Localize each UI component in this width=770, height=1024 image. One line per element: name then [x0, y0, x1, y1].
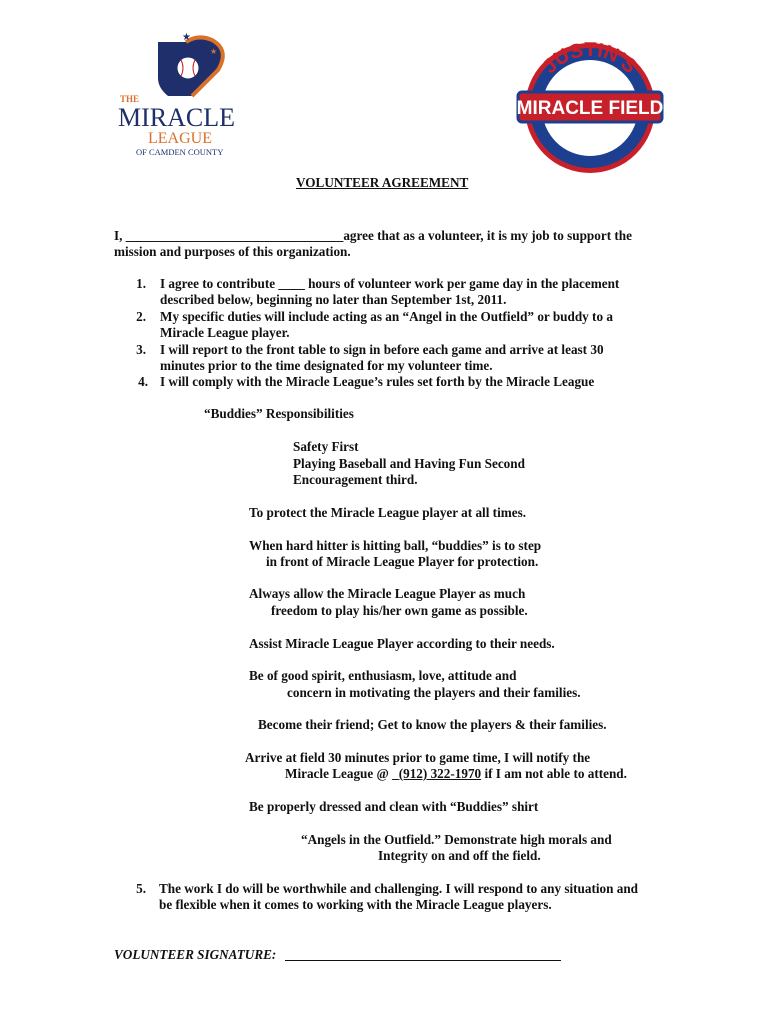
volunteer-signature-field[interactable] [285, 960, 561, 961]
logo-established-text: ESTABLISHED 2011 [551, 123, 629, 150]
priority-2: Playing Baseball and Having Fun Second [293, 456, 525, 471]
buddies-heading: “Buddies” Responsibilities [204, 406, 354, 421]
volunteer-signature-label: VOLUNTEER SIGNATURE: [114, 947, 277, 962]
responsibility-step-line-2: in front of Miracle League Player for protection. [266, 554, 539, 569]
responsibility-spirit-line-1: Be of good spirit, enthusiasm, love, attitude and [249, 668, 517, 683]
responsibility-spirit-line-2: concern in motivating the players and their families. [287, 685, 581, 700]
responsibility-assist: Assist Miracle League Player according to their needs. [249, 636, 555, 651]
miracle-field-logo [510, 28, 670, 188]
responsibility-step-line-1: When hard hitter is hitting ball, “buddies” is to step [249, 538, 542, 553]
responsibility-arrive-line-1: Arrive at field 30 minutes prior to game time, I will notify the [245, 750, 591, 765]
phone-number: (912) 322-1970 [398, 766, 482, 781]
responsibility-friend: Become their friend; Get to know the players & their families. [258, 717, 607, 732]
responsibility-dress: Be properly dressed and clean with “Buddies” shirt [249, 799, 539, 814]
logo-county-text: OF CAMDEN COUNTY [136, 147, 224, 157]
priority-1: Safety First [293, 439, 359, 454]
logo-field-text: MIRACLE FIELD [516, 98, 664, 119]
document-title: VOLUNTEER AGREEMENT [296, 175, 469, 190]
responsibility-freedom-line-2: freedom to play his/her own game as possible. [271, 603, 528, 618]
responsibility-freedom-line-1: Always allow the Miracle League Player as much [249, 586, 526, 601]
logo-league-text: LEAGUE [148, 130, 212, 147]
baseball-icon [177, 57, 199, 79]
intro-line-2: mission and purposes of this organization. [114, 244, 351, 259]
document-page: ★ ★ THE MIRACLE LEAGUE OF CAMDEN COUNTY JUSTIN'S MIRACLE FIELD ESTABLISHED 2011 VOLUNTEER AGREEMENT I, _________________________________agree that as a volunteer, it is my job to support the mission and purposes of this organization. 1. I agree to contribute ____ hours of volunteer work per game day in the placement described below, beginning no later than September 1st, 2011. 2. My specific duties will include acting as an “Angel in the Outfield” or buddy to a Miracle League player. 3. I will report to the front table to sign in before each game and arrive at least 30 minutes prior to the time designated for my volunteer time. 4. I will comply with the Miracle League’s rules set forth by the Miracle League “Buddies” Responsibilities Safety First Playing Baseball and Having Fun Second Encouragement third. To protect the Miracle League player at all times. When hard hitter is hitting ball, “buddies” is to step in front of Miracle League Player for protection. Always allow the Miracle League Player as much freedom to play his/her own game as possible. Assist Miracle League Player according to their needs. Be of good spirit, enthusiasm, love, attitude and concern in motivating the players and their families. Become their friend; Get to know the players & their families. Arrive at field 30 minutes prior to game time, I will notify the Miracle League @ _(912) 322-1970 if I am not able to attend. Be properly dressed and clean with “Buddies” shirt “Angels in the Outfield.” Demonstrate high morals and Integrity on and off the field. 5. The work I do will be worthwhile and challenging. I will respond to any situation and be flexible when it comes to working with the Miracle League players. VOLUNTEER SIGNATURE: [0, 0, 770, 1024]
intro-line-1: I, _________________________________agree that as a volunteer, it is my job to support the [114, 228, 632, 243]
star-icon: ★ [210, 47, 218, 56]
priority-3: Encouragement third. [293, 472, 418, 487]
logo-justins-text: JUSTIN'S [538, 38, 642, 79]
responsibility-arrive-line-2: Miracle League @ _(912) 322-1970 if I am not able to attend. [285, 766, 627, 781]
responsibility-angels-line-1: “Angels in the Outfield.” Demonstrate high morals and [301, 832, 612, 847]
star-icon: ★ [182, 32, 191, 43]
logo-the-text: THE [120, 94, 140, 104]
logo-miracle-text: MIRACLE [118, 103, 235, 132]
miracle-league-logo [108, 30, 248, 160]
responsibility-angels-line-2: Integrity on and off the field. [378, 848, 541, 863]
responsibility-protect: To protect the Miracle League player at all times. [249, 505, 527, 520]
